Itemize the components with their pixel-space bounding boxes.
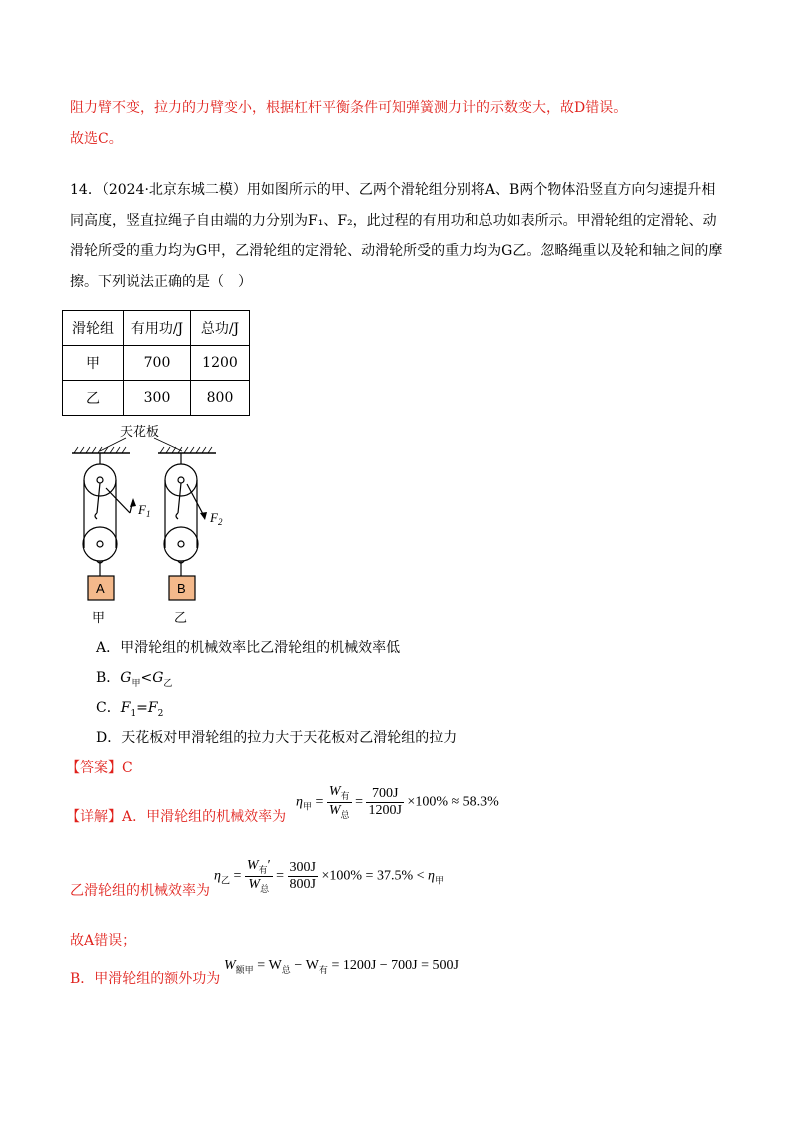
detail-yi-text: 乙滑轮组的机械效率为: [70, 883, 210, 899]
block-b-label: B: [177, 581, 186, 596]
table-cell: 300: [124, 381, 191, 416]
previous-solution-line: 阻力臂不变，拉力的力臂变小，根据杠杆平衡条件可知弹簧测力计的示数变大，故D错误。: [70, 100, 628, 116]
force-2-label: $F_2$: [210, 510, 223, 527]
option-c: C．$F_1=F_2$: [96, 700, 164, 719]
table-cell: 甲: [63, 346, 124, 381]
answer-value: C: [122, 760, 133, 776]
table-header-cell: 有用功/J: [124, 311, 191, 346]
label-yi: 乙: [174, 611, 188, 626]
detail-a-conclusion: 故A错误；: [70, 933, 137, 949]
efficiency-formula-jia: $\eta_甲$ = $\frac{W_有}{W_总}$ = $\frac{700J}{1200J}$ ×100% ≈ 58.3%: [296, 784, 499, 820]
pulley-system-yi: [164, 453, 204, 576]
question-number: 14．: [70, 182, 102, 198]
question-line-2: 同高度，竖直拉绳子自由端的力分别为F₁、F₂，此过程的有用功和总功如表所示。甲滑轮组的定滑轮、动: [70, 212, 717, 229]
force-arrow-2-icon: [200, 512, 207, 520]
table-header-cell: 滑轮组: [63, 311, 124, 346]
table-cell: 1200: [191, 346, 250, 381]
question-line-3: 滑轮所受的重力均为G甲，乙滑轮组的定滑轮、动滑轮所受的重力均为G乙。忽略绳重以及轮和轴之间的摩: [70, 243, 723, 259]
pulley-diagram: [60, 418, 260, 628]
detail-a-text: 【详解】A．甲滑轮组的机械效率为: [66, 809, 287, 825]
label-jia: 甲: [92, 611, 106, 626]
question-source: （2024·北京东城二模）: [101, 182, 247, 198]
detail-b-text: B．甲滑轮组的额外功为: [70, 971, 221, 987]
extra-work-formula: $W_{额甲} = W_总 - W_有 = 1200J - 700J = 500J$: [224, 958, 459, 975]
table-header-row: [63, 311, 250, 346]
table-cell: 乙: [63, 381, 124, 416]
pulley-system-jia: [83, 453, 133, 576]
ceiling-label: 天花板: [120, 425, 160, 440]
force-arrow-1-icon: [130, 498, 136, 507]
block-a-label: A: [96, 581, 105, 596]
fixed-pulley-icon: [84, 464, 116, 496]
table-cell: 700: [124, 346, 191, 381]
fixed-pulley-icon: [165, 464, 197, 496]
efficiency-formula-yi: $\eta_乙$ = $\frac{W_有'}{W_总}$ = $\frac{300J}{800J}$ $\times 100\% = 37.5\% < \eta_甲$: [214, 858, 444, 894]
ceiling: [72, 438, 216, 453]
table-row: [63, 381, 250, 416]
answer-label: 【答案】: [66, 760, 122, 776]
question-stem: [70, 175, 730, 297]
question-line-1: 用如图所示的甲、乙两个滑轮组分别将A、B两个物体沿竖直方向匀速提升相: [246, 182, 716, 198]
table-header-cell: 总功/J: [191, 311, 250, 346]
option-d: D．天花板对甲滑轮组的拉力大于天花板对乙滑轮组的拉力: [96, 730, 458, 746]
force-1-label: $F_1$: [138, 502, 151, 519]
movable-pulley-icon: [164, 527, 198, 561]
question-line-4: 擦。下列说法正确的是（ ）: [70, 273, 252, 290]
movable-pulley-icon: [83, 527, 117, 561]
table-row: [63, 346, 250, 381]
option-b: B．$G_甲<G_乙$: [96, 670, 173, 689]
option-a: A．甲滑轮组的机械效率比乙滑轮组的机械效率低: [96, 640, 401, 656]
work-table: [62, 310, 250, 416]
previous-solution-conclusion: 故选C。: [70, 131, 123, 147]
table-cell: 800: [191, 381, 250, 416]
answer: [66, 757, 133, 777]
